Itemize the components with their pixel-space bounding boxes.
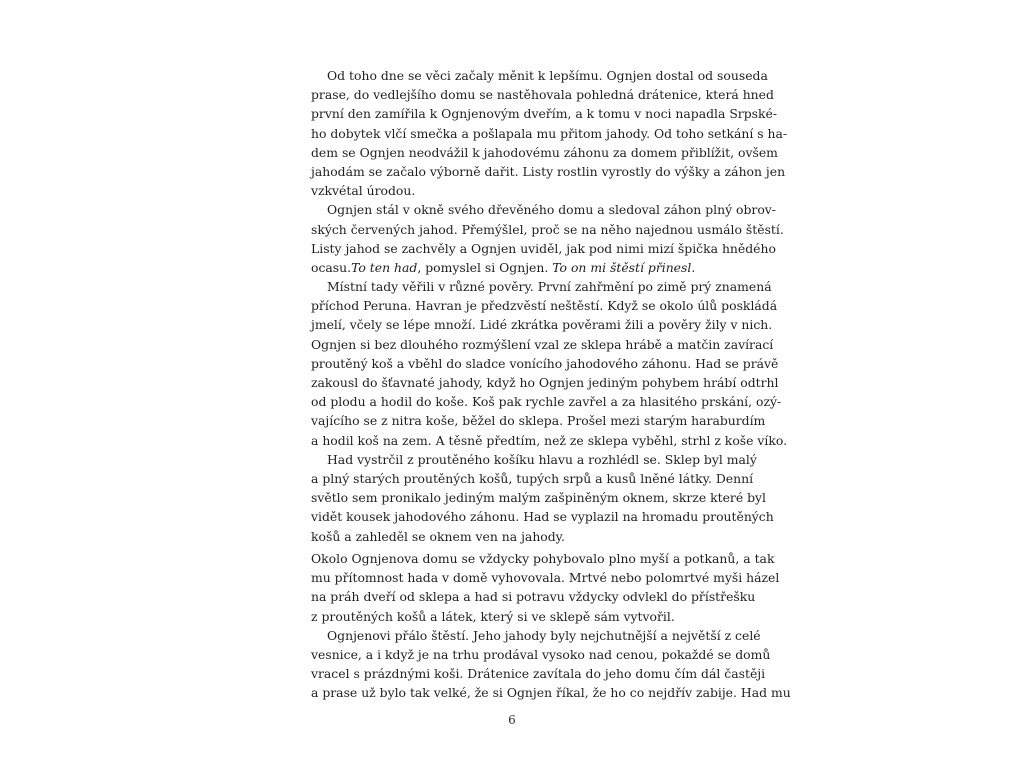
- text-line: Od toho dne se věci začaly měnit k lepšímu. Ognjen dostal od souseda: [327, 68, 768, 83]
- text-line: Okolo Ognjenova domu se vždycky pohybovalo plno myší a potkanů, a tak: [311, 551, 775, 566]
- text-line: proutěný koš a vběhl do sladce vonícího jahodového záhonu. Had se právě: [311, 355, 779, 371]
- text-line: od plodu a hodil do koše. Koš pak rychle zavřel a za hlasitého prskání, ozý-: [311, 394, 782, 410]
- text-line: vzkvétal úrodou.: [311, 183, 416, 199]
- text-line: košů a zahleděl se oknem ven na jahody.: [311, 528, 565, 544]
- text-line: zakousl do šťavnaté jahody, když ho Ognjen jediným pohybem hrábí odtrhl: [311, 375, 779, 390]
- text-line: a hodil koš na zem. A těsně předtím, než ze sklepa vyběhl, strhl z koše víko.: [311, 432, 788, 448]
- text-line: vajícího se z nitra koše, běžel do sklepa. Prošel mezi starým haraburdím: [311, 413, 766, 429]
- body-text-section-2: [311, 549, 791, 703]
- text-line: a prase už bylo tak velké, že si Ognjen říkal, že ho co nejdřív zabije. Had mu: [311, 685, 791, 701]
- text-fragment: ocasu.: [311, 259, 352, 275]
- text-line: Had vystrčil z proutěného košíku hlavu a rozhlédl se. Sklep byl malý: [327, 451, 757, 467]
- text-line: první den zamířila k Ognjenovým dveřím, a k tomu v noci napadla Srpské-: [311, 106, 778, 122]
- text-line: na práh dveří od sklepa a had si potravu vždycky odvlekl do přístřešku: [311, 589, 756, 605]
- text-line: Listy jahod se zachvěly a Ognjen uviděl, jak pod nimi mizí špička hnědého: [311, 240, 776, 256]
- italic-thought-1: To ten had: [351, 259, 418, 275]
- text-line: Místní tady věřili v různé pověry. První zahřmění po zimě prý znamená: [327, 279, 772, 295]
- text-line: a plný starých proutěných košů, tupých srpů a kusů lněné látky. Denní: [311, 470, 754, 486]
- text-line: ských červených jahod. Přemýšlel, proč se na něho najednou usmálo štěstí.: [311, 221, 784, 237]
- text-line: příchod Peruna. Havran je předzvěstí neštěstí. Když se okolo úlů poskládá: [311, 298, 778, 314]
- text-line: prase, do vedlejšího domu se nastěhovala pohledná drátenice, která hned: [311, 87, 774, 103]
- text-line: světlo sem pronikalo jediným malým zašpiněným oknem, skrze které byl: [311, 490, 767, 506]
- page-number: 6: [508, 713, 516, 727]
- text-line: Ognjen si bez dlouhého rozmýšlení vzal ze sklepa hrábě a matčin zavírací: [311, 336, 774, 352]
- italic-thought-2: To on mi štěstí přinesl.: [552, 259, 696, 275]
- text-line: jahodám se začalo výborně dařit. Listy rostlin vyrostly do výšky a záhon jen: [311, 163, 786, 179]
- text-line: dem se Ognjen neodvážil k jahodovému záhonu za domem přiblížit, ovšem: [311, 144, 778, 160]
- text-line: mu přítomnost hada v domě vyhovovala. Mrtvé nebo polomrtvé myši házel: [311, 570, 780, 586]
- text-line: vracel s prázdnými koši. Drátenice zavítala do jeho domu čím dál častěji: [311, 666, 766, 682]
- text-line: Ognjen stál v okně svého dřevěného domu a sledoval záhon plný obrov-: [327, 202, 776, 218]
- text-line: z proutěných košů a látek, který si ve sklepě sám vytvořil.: [311, 608, 675, 624]
- text-line: vesnice, a i když je na trhu prodával vysoko nad cenou, pokaždé se domů: [311, 646, 771, 662]
- text-line: ho dobytek vlčí smečka a pošlapala mu přitom jahody. Od toho setkání s ha-: [311, 125, 788, 141]
- text-line: Ognjenovi přálo štěstí. Jeho jahody byly nejchutnější a největší z celé: [327, 627, 761, 643]
- text-line-with-italics: [311, 258, 713, 277]
- text-fragment: , pomyslel si Ognjen.: [417, 259, 553, 275]
- text-line: jmelí, včely se lépe množí. Lidé zkrátka pověrami žili a pověry žily v nich.: [311, 317, 773, 333]
- body-text-section-1: [311, 66, 788, 546]
- text-line: vidět kousek jahodového záhonu. Had se vyplazil na hromadu proutěných: [311, 509, 774, 525]
